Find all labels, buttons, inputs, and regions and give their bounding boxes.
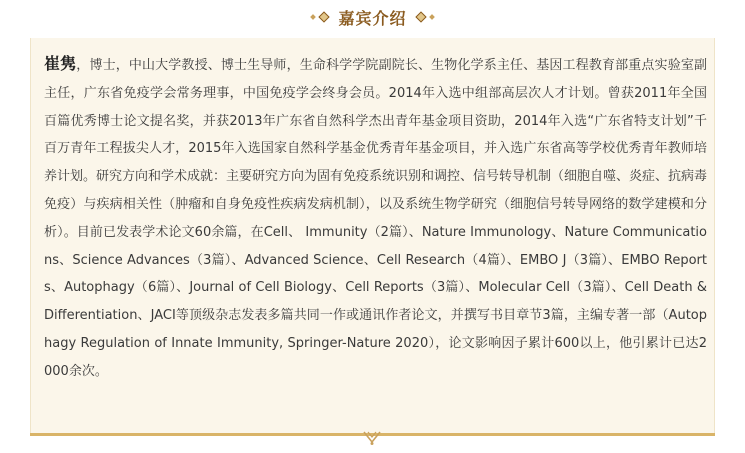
bio-paragraph [44,50,707,386]
section-header [0,6,745,28]
ornament-right-dot-icon [429,14,435,20]
ornament-left-icon [318,11,330,23]
ornament-left-dot-icon [311,14,317,20]
section-title: 嘉宾介绍 [338,8,407,28]
speaker-bio: ，博士，中山大学教授、博士生导师，生命科学学院副院长、生物化学系主任、基因工程教育部重点实验室副主任，广东省免疫学会常务理事，中国免疫学会终身会员。2014年入选中组部高层次人才计划。曾获2011年全国百篇优秀博士论文提名奖，并获2013年广东省自然科学杰出青年基金项目资助，2014年入选“广东省特支计划”千百万青年工程拔尖人才，2015年入选国家自然科学基金优秀青年基金项目，并入选广东省高等学校优秀青年教师培养计划。研究方向和学术成就：主要研究方向为固有免疫系统识别和调控、信号转导机制（细胞自噬、炎症、抗病毒免疫）与疾病相关性（肿瘤和自身免疫性疾病发病机制），以及系统生物学研究（细胞信号转导网络的数学建模和分析）。目前已发表学术论文60余篇，在Cell、 Immunity（2篇）、Nature Immunology、Nature Communications、Science Advances（3篇）、Advanced Science、Cell Research（4篇）、EMBO J（3篇）、EMBO Reports、Autophagy（6篇）、Journal of Cell Biology、Cell Reports（3篇）、Molecular Cell（3篇）、Cell Death & Differentiation、JACI等顶级杂志发表多篇共同一作或通讯作者论文，并撰写书目章节3篇，主编专著一部（Autophagy Regulation of Innate Immunity, Springer-Nature 2020），论文影响因子累计600以上，他引累计已达2000余次。 [44,58,708,379]
speaker-name: 崔隽 [44,54,77,73]
ornament-right-icon [415,11,427,23]
bottom-ornament-icon [362,430,382,446]
